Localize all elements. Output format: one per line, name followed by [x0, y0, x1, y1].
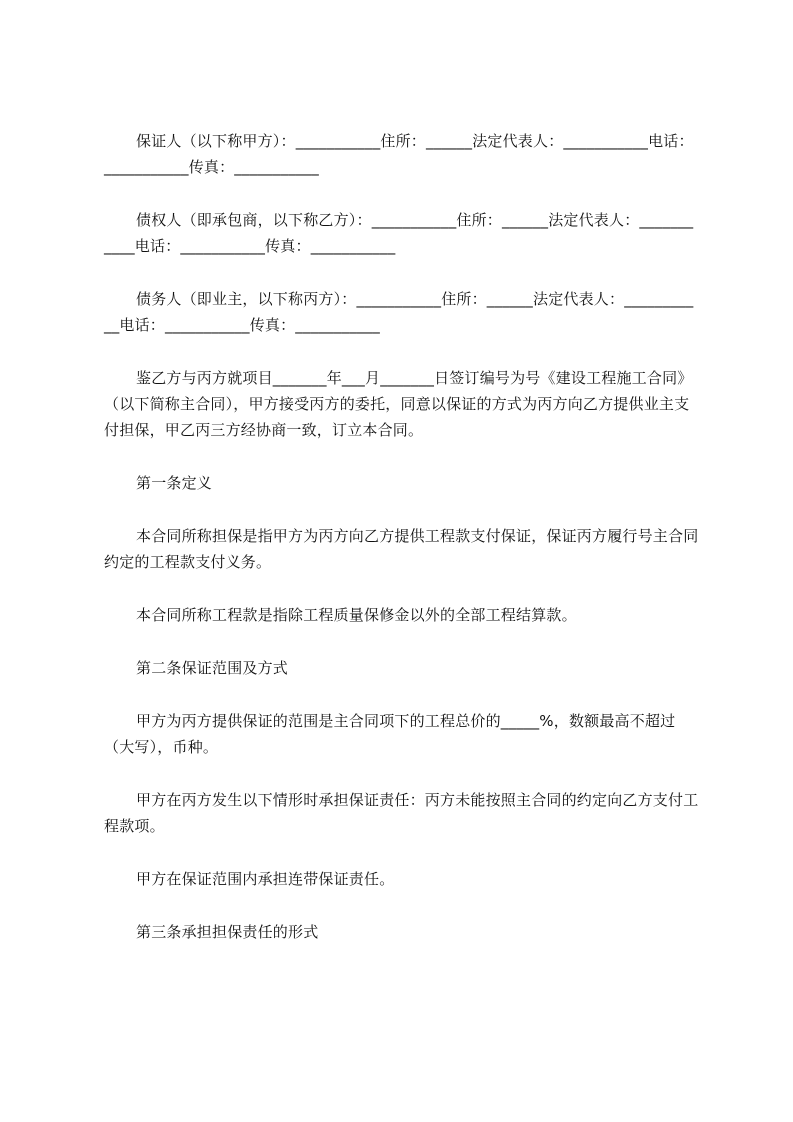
spacer [104, 839, 700, 866]
payment-definition: 本合同所称工程款是指除工程质量保修金以外的全部工程结算款。 [136, 606, 577, 624]
spacer [104, 681, 700, 708]
article-2-heading: 第二条保证范围及方式 [136, 659, 289, 677]
liability-trigger: 甲方在丙方发生以下情形时承担保证责任：丙方未能按照主合同的约定向乙方支付工程款项。 [104, 791, 699, 835]
guarantee-scope: 甲方为丙方提供保证的范围是主合同项下的工程总价的_____%，数额最高不超过（大写），币种。 [104, 712, 676, 756]
spacer [104, 180, 700, 207]
document-body [104, 128, 700, 945]
spacer [104, 259, 700, 286]
spacer [104, 443, 700, 470]
guarantor-info: 保证人（以下称甲方）：___________住所：______法定代表人：___________电话：___________传真：___________ [104, 132, 694, 176]
spacer [104, 496, 700, 523]
debtor-info: 债务人（即业主，以下称丙方）：___________住所：______法定代表人：___________电话：___________传真：___________ [104, 290, 694, 334]
creditor-info: 债权人（即承包商，以下称乙方）：___________住所：______法定代表人：___________电话：___________传真：___________ [104, 211, 694, 255]
spacer [104, 338, 700, 365]
spacer [104, 628, 700, 655]
preamble-paragraph: 鉴乙方与丙方就项目_______年___月_______日签订编号为号《建设工程施工合同》（以下简称主合同），甲方接受丙方的委托，同意以保证的方式为丙方向乙方提供业主支付担保，甲乙丙三方经协商一致，订立本合同。 [104, 369, 693, 439]
spacer [104, 892, 700, 919]
guarantee-definition: 本合同所称担保是指甲方为丙方向乙方提供工程款支付保证，保证丙方履行号主合同约定的工程款支付义务。 [104, 527, 699, 571]
spacer [104, 760, 700, 787]
article-3-heading: 第三条承担担保责任的形式 [136, 923, 319, 941]
spacer [104, 575, 700, 602]
joint-liability: 甲方在保证范围内承担连带保证责任。 [136, 870, 395, 888]
article-1-heading: 第一条定义 [136, 474, 213, 492]
